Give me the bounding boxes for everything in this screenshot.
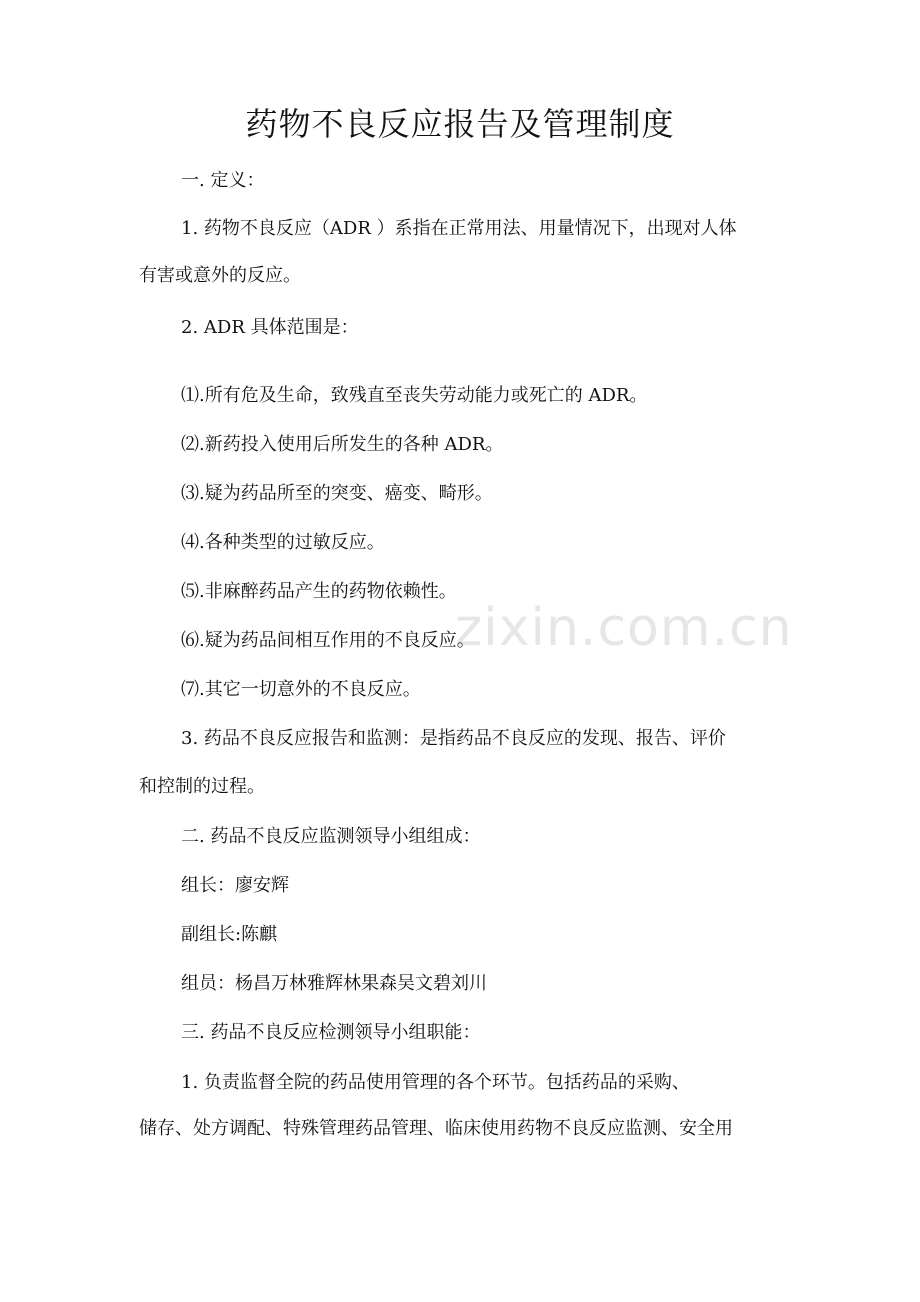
section-1-heading: 一. 定义： [181, 170, 265, 191]
paragraph-4-line-2: 储存、处方调配、特殊管理药品管理、临床使用药物不良反应监测、安全用 [139, 1118, 733, 1139]
list-item: ⑹.疑为药品间相互作用的不良反应。 [181, 630, 475, 651]
group-members: 组员：杨昌万林雅辉林果森吴文碧刘川 [181, 973, 487, 994]
paragraph-1-line-2: 有害或意外的反应。 [139, 265, 301, 286]
group-vice-leader: 副组长:陈麒 [181, 924, 278, 945]
list-item: ⑷.各种类型的过敏反应。 [181, 532, 385, 553]
paragraph-3-line-2: 和控制的过程。 [139, 776, 265, 797]
list-item: ⑺.其它一切意外的不良反应。 [181, 679, 421, 700]
paragraph-1-line-1: 1. 药物不良反应（ADR ）系指在正常用法、用量情况下，出现对人体 [181, 218, 737, 239]
paragraph-4-line-1: 1. 负责监督全院的药品使用管理的各个环节。包括药品的采购、 [181, 1072, 690, 1093]
section-2-heading: 二. 药品不良反应监测领导小组组成： [181, 826, 481, 847]
section-3-heading: 三. 药品不良反应检测领导小组职能： [181, 1022, 481, 1043]
paragraph-2: 2. ADR 具体范围是： [181, 317, 359, 338]
group-leader: 组长：廖安辉 [181, 875, 289, 896]
watermark: zixin.com.cn [455, 598, 793, 658]
list-item: ⑴.所有危及生命，致残直至丧失劳动能力或死亡的 ADR。 [181, 385, 648, 406]
paragraph-3-line-1: 3. 药品不良反应报告和监测：是指药品不良反应的发现、报告、评价 [181, 728, 726, 749]
document-title: 药物不良反应报告及管理制度 [245, 105, 675, 143]
list-item: ⑸.非麻醉药品产生的药物依赖性。 [181, 581, 457, 602]
list-item: ⑶.疑为药品所至的突变、癌变、畸形。 [181, 483, 493, 504]
list-item: ⑵.新药投入使用后所发生的各种 ADR。 [181, 434, 504, 455]
